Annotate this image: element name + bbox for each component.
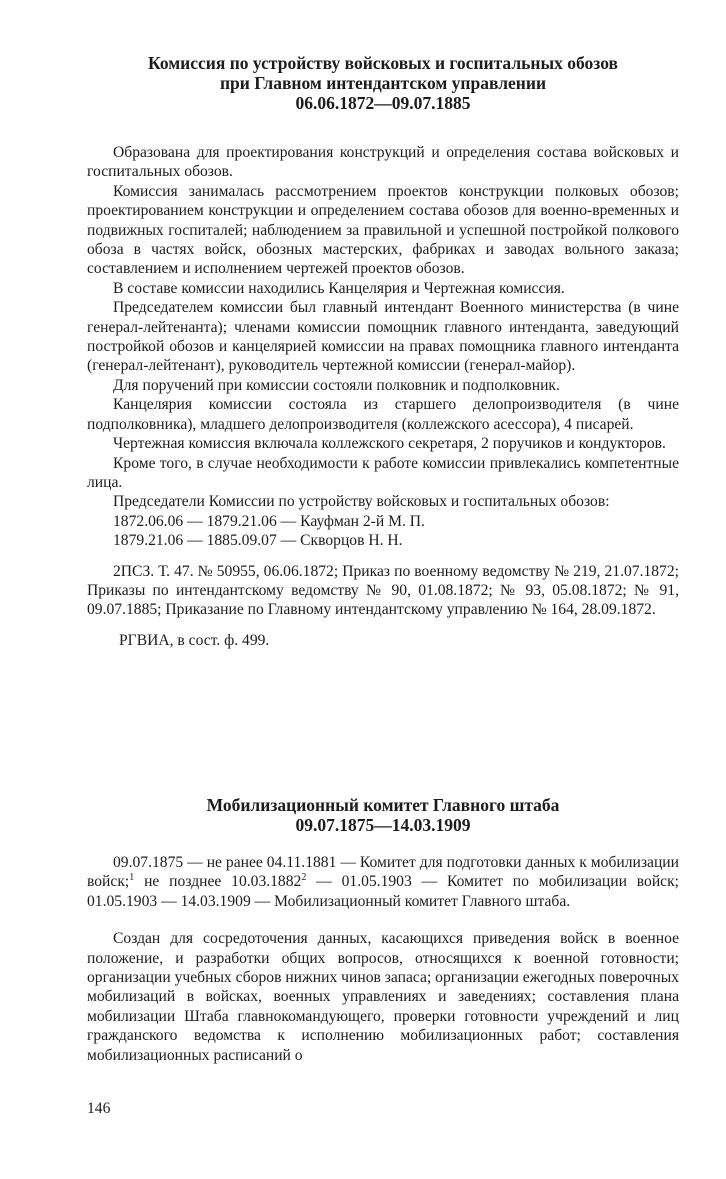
paragraph: Комиссия занималась рассмотрением проектов конструкции полковых обозов; проектированием конструкции и определением состава обозов для военно-временных и подвижных госпиталей; наблюдением за правильной и успешной постройкой полкового обоза в частях войск, обозных мастерских, фабриках и заводах вольного заказа; составлением и исполнением чертежей проектов обозов.	[87, 182, 679, 278]
section-commission	[87, 53, 679, 650]
paragraph: Для поручений при комиссии состояли полковник и подполковник.	[113, 376, 560, 394]
paragraph: Создан для сосредоточения данных, касающихся приведения войск в военное положение, и разработки общих вопросов, относящихся к военной готовности; организации учебных сборов нижних чинов запаса; организации ежегодных поверочных мобилизаций в войсках, военных управлениях и заведениях; составления плана мобилизации Штаба главнокомандующего, проверки готовности учреждений и лиц гражданского ведомства к исполнению мобилизационных работ; составления мобилизационных расписаний о	[87, 930, 679, 1064]
page-number: 146	[87, 1100, 111, 1117]
paragraph: Председателем комиссии был главный интендант Военного министерства (в чине генерал-лейтенанта); членами комиссии помощник главного интенданта, заведующий постройкой обозов и канцелярией комиссии на правах помощника главного интенданта (генерал-лейтенант), руководитель чертежной комиссии (генерал-майор).	[87, 299, 679, 375]
title-dates: 09.07.1875—14.03.1909	[295, 815, 471, 835]
title-dates: 06.06.1872—09.07.1885	[295, 93, 471, 113]
paragraph: Председатели Комиссии по устройству войсковых и госпитальных обозов:	[113, 493, 610, 511]
title-line: при Главном интендантском управлении	[219, 73, 547, 93]
chairman-entry: 1879.21.06 — 1885.09.07 — Скворцов Н. Н.	[113, 532, 403, 550]
title-line: Мобилизационный комитет Главного штаба	[206, 795, 560, 815]
renaming-dates	[87, 853, 679, 911]
paragraph: Чертежная комиссия включала коллежского секретаря, 2 поручиков и кондукторов.	[113, 435, 666, 453]
references: 2ПСЗ. Т. 47. № 50955, 06.06.1872; Приказ по военному ведомству № 219, 21.07.1872; Приказы по интендантскому ведомству № 90, 01.08.1872; № 93, 05.08.1872; № 91, 09.07.1885; Приказание по Главному интендантскому управлению № 164, 28.09.1872.	[87, 562, 679, 619]
footnote-marker: 2	[301, 872, 307, 884]
chairman-entry: 1872.06.06 — 1879.21.06 — Кауфман 2-й М. П.	[113, 512, 425, 530]
section-body	[87, 853, 679, 1065]
footnote-marker: 1	[129, 872, 135, 884]
paragraph: Канцелярия комиссии состояла из старшего делопроизводителя (в чине подполковника), младшего делопроизводителя (коллежского асессора), 4 писарей.	[87, 396, 679, 433]
section-title	[87, 795, 679, 835]
paragraph: Образована для проектирования конструкций и определения состава войсковых и госпитальных обозов.	[87, 144, 679, 181]
paragraph: Кроме того, в случае необходимости к работе комиссии привлекались компетентные лица.	[87, 454, 679, 491]
dates-text: не позднее 10.03.1882	[134, 873, 302, 891]
section-body	[87, 143, 679, 650]
paragraph: В составе комиссии находились Канцелярия и Чертежная комиссия.	[113, 279, 565, 297]
dates-text: — 01.05.1903 — Комитет по мобилизации войск; 01.05.1903 — 14.03.1909 — Мобилизационный комитет Главного штаба.	[87, 873, 679, 910]
section-mobilization-committee	[87, 795, 679, 1065]
archive-reference: РГВИА, в сост. ф. 499.	[119, 631, 270, 649]
section-title	[87, 53, 679, 113]
dates-text: 09.07.1875 — не ранее 04.11.1881 — Комитет для подготовки данных к мобилизации войск;	[87, 854, 679, 891]
title-line: Комиссия по устройству войсковых и госпитальных обозов	[148, 53, 618, 73]
